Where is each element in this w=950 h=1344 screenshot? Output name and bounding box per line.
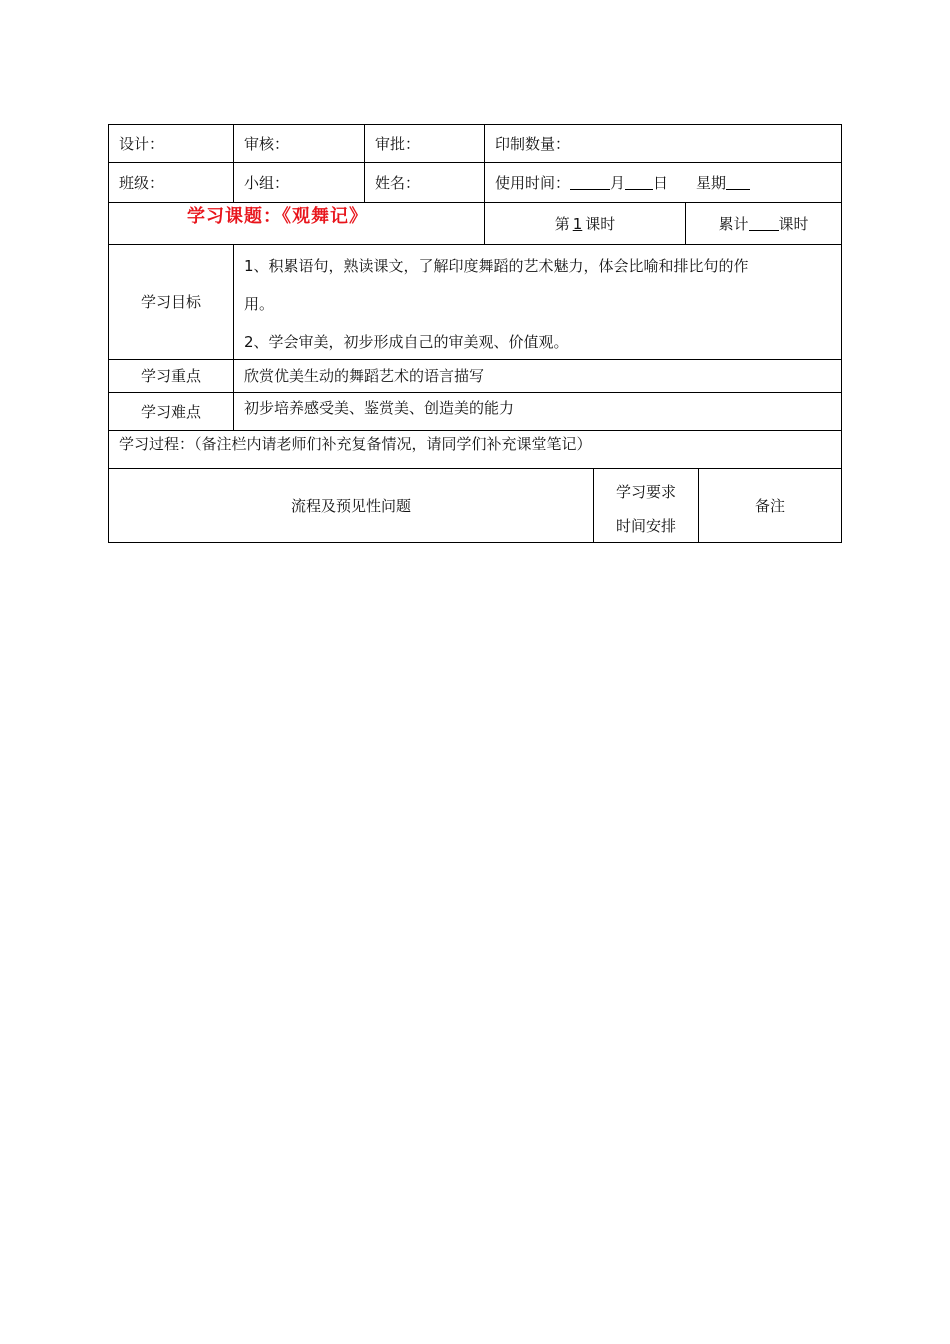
- flow-header-cell: [109, 469, 593, 542]
- period-number: 1: [572, 214, 583, 233]
- objective-line-3: 2、学会审美，初步形成自己的审美观、价值观。: [244, 333, 569, 351]
- lesson-title-cell: [109, 203, 484, 244]
- period-prefix: 第: [554, 214, 570, 233]
- name-label: 姓名：: [375, 173, 421, 192]
- month-label: 月: [610, 173, 626, 192]
- objective-line-2: 用。: [244, 295, 275, 313]
- requirements-header-cell: [593, 469, 698, 542]
- print-qty-label: 印制数量：: [495, 134, 571, 153]
- row-staff: [108, 124, 842, 162]
- weekday-blank: [726, 175, 750, 190]
- row-class: [108, 162, 842, 202]
- difficulty-label: 学习难点: [140, 402, 201, 421]
- lesson-title: 学习课题：《观舞记》: [187, 206, 368, 227]
- row-process: [108, 430, 842, 468]
- day-blank: [625, 175, 653, 190]
- total-suffix: 课时: [778, 214, 809, 233]
- use-time-label: 使用时间：: [495, 173, 571, 192]
- row-key-point: [108, 359, 842, 392]
- approve-cell: [364, 125, 484, 162]
- objectives-content: [233, 245, 841, 359]
- total-blank: [749, 216, 779, 231]
- group-cell: [233, 163, 364, 202]
- review-label: 审核：: [244, 134, 290, 153]
- total-cell: [685, 203, 841, 244]
- approve-label: 审批：: [375, 134, 421, 153]
- design-label: 设计：: [119, 134, 165, 153]
- print-qty-cell: [484, 125, 841, 162]
- notes-header: 备注: [754, 496, 785, 515]
- requirements-line-1: 学习要求: [615, 483, 676, 501]
- use-time-cell: [484, 163, 841, 202]
- weekday-label: 星期: [696, 173, 727, 192]
- period-suffix: 课时: [585, 214, 616, 233]
- total-prefix: 累计: [718, 214, 749, 233]
- key-point-label: 学习重点: [140, 367, 201, 385]
- class-cell: [109, 163, 233, 202]
- key-point-text: 欣赏优美生动的舞蹈艺术的语言描写: [244, 367, 485, 385]
- period-cell: [484, 203, 685, 244]
- row-columns: [108, 468, 842, 543]
- row-difficulty: [108, 392, 842, 430]
- notes-header-cell: [698, 469, 841, 542]
- name-cell: [364, 163, 484, 202]
- difficulty-label-cell: [109, 393, 233, 430]
- design-cell: [109, 125, 233, 162]
- class-label: 班级：: [119, 173, 165, 192]
- review-cell: [233, 125, 364, 162]
- flow-header: 流程及预见性问题: [290, 496, 411, 515]
- process-text: 学习过程：（备注栏内请老师们补充复备情况，请同学们补充课堂笔记）: [119, 435, 592, 453]
- key-point-label-cell: [109, 360, 233, 392]
- requirements-line-2: 时间安排: [615, 517, 676, 535]
- objectives-label: 学习目标: [140, 293, 201, 311]
- group-label: 小组：: [244, 173, 290, 192]
- objectives-label-cell: [109, 245, 233, 359]
- key-point-cell: [233, 360, 841, 392]
- process-cell: [109, 431, 841, 468]
- day-label: 日: [653, 173, 669, 192]
- difficulty-text: 初步培养感受美、鉴赏美、创造美的能力: [244, 399, 515, 417]
- row-objectives: [108, 244, 842, 359]
- objective-line-1: 1、积累语句，熟读课文，了解印度舞蹈的艺术魅力，体会比喻和排比句的作: [244, 257, 749, 275]
- row-lesson: [108, 202, 842, 244]
- month-blank: [570, 175, 610, 190]
- lesson-plan-table: [108, 124, 842, 543]
- difficulty-cell: [233, 393, 841, 430]
